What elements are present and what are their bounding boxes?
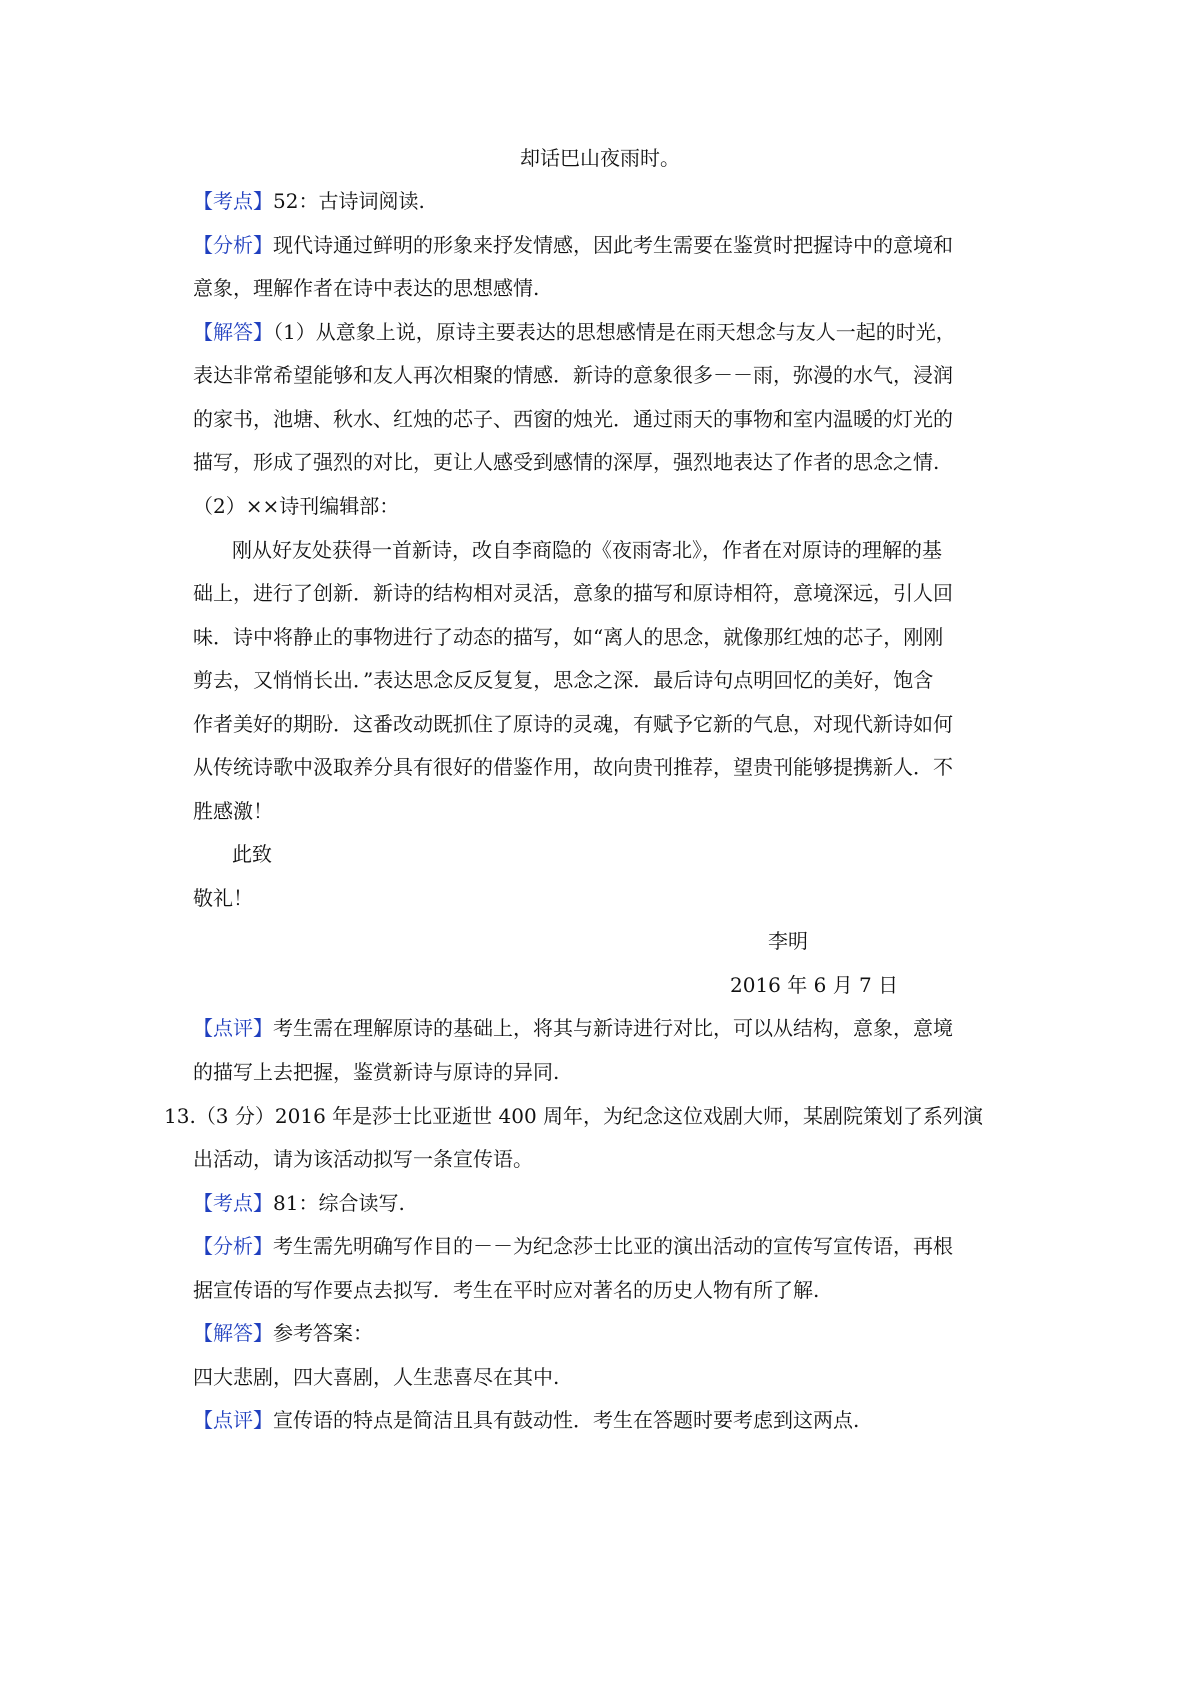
- jieda-line: 表达非常希望能够和友人再次相聚的情感．新诗的意象很多－－雨，弥漫的水气，浸润: [193, 363, 953, 387]
- letter-cizhi: 此致: [232, 842, 272, 866]
- dianping-tag: 【点评】: [193, 1408, 273, 1432]
- fenxi-line: 现代诗通过鲜明的形象来抒发情感，因此考生需要在鉴赏时把握诗中的意境和: [273, 233, 953, 257]
- letter-line: 作者美好的期盼．这番改动既抓住了原诗的灵魂，有赋予它新的气息，对现代新诗如何: [193, 712, 953, 736]
- jieda-line: （1）从意象上说，原诗主要表达的思想感情是在雨天想念与友人一起的时光，: [273, 320, 956, 344]
- fenxi-line: 据宣传语的写作要点去拟写．考生在平时应对著名的历史人物有所了解.: [193, 1278, 820, 1302]
- jieda-text: 参考答案：: [273, 1321, 373, 1345]
- question-line: （3 分）2016 年是莎士比亚逝世 400 周年，为纪念这位戏剧大师，某剧院策划了系列演: [195, 1104, 984, 1128]
- jieda-tag: 【解答】: [193, 320, 273, 344]
- q12-kaodian: [193, 191, 425, 211]
- kaodian-text: 52：古诗词阅读.: [273, 189, 425, 213]
- q13-question: [164, 1106, 983, 1126]
- q12-jieda: [193, 322, 956, 342]
- letter-line: 础上，进行了创新．新诗的结构相对灵活，意象的描写和原诗相符，意境深远，引人回: [193, 581, 953, 605]
- question-number: 13.: [164, 1104, 196, 1128]
- fenxi-tag: 【分析】: [193, 233, 273, 257]
- letter-jingli: 敬礼！: [193, 886, 253, 910]
- kaodian-tag: 【考点】: [193, 189, 273, 213]
- letter-line: 从传统诗歌中汲取养分具有很好的借鉴作用，故向贵刊推荐，望贵刊能够提携新人．不: [193, 755, 953, 779]
- fenxi-line: 考生需先明确写作目的－－为纪念莎士比亚的演出活动的宣传写宣传语，再根: [273, 1234, 953, 1258]
- question-line: 出活动，请为该活动拟写一条宣传语。: [193, 1147, 533, 1171]
- kaodian-text: 81：综合读写.: [273, 1191, 405, 1215]
- dianping-tag: 【点评】: [193, 1016, 273, 1040]
- q13-jieda: [193, 1323, 373, 1343]
- fenxi-tag: 【分析】: [193, 1234, 273, 1258]
- answer-text: 四大悲剧，四大喜剧，人生悲喜尽在其中.: [193, 1365, 560, 1389]
- kaodian-tag: 【考点】: [193, 1191, 273, 1215]
- letter-line: 刚从好友处获得一首新诗，改自李商隐的《夜雨寄北》，作者在对原诗的理解的基: [232, 538, 942, 562]
- q13-dianping: [193, 1410, 859, 1430]
- fenxi-line: 意象，理解作者在诗中表达的思想感情.: [193, 276, 540, 300]
- q12-fenxi: [193, 235, 953, 255]
- jieda-tag: 【解答】: [193, 1321, 273, 1345]
- jieda-line: 描写，形成了强烈的对比，更让人感受到感情的深厚，强烈地表达了作者的思念之情.: [193, 450, 940, 474]
- letter-line: 剪去，又悄悄长出．”表达思念反反复复，思念之深．最后诗句点明回忆的美好，饱含: [193, 668, 934, 692]
- q12-dianping: [193, 1018, 953, 1038]
- q13-fenxi: [193, 1236, 953, 1256]
- poem-tail-line: 却话巴山夜雨时。: [520, 146, 680, 170]
- letter-line: 胜感激！: [193, 799, 273, 823]
- letter-line: 味．诗中将静止的事物进行了动态的描写，如“离人的思念，就像那红烛的芯子，刚刚: [193, 625, 944, 649]
- dianping-line: 的描写上去把握，鉴赏新诗与原诗的异同.: [193, 1060, 560, 1084]
- dianping-text: 宣传语的特点是简洁且具有鼓动性．考生在答题时要考虑到这两点.: [273, 1408, 860, 1432]
- letter-signature: 李明: [768, 929, 808, 953]
- letter-date: 2016 年 6 月 7 日: [730, 973, 899, 997]
- q13-kaodian: [193, 1193, 405, 1213]
- part2-heading: （2）××诗刊编辑部：: [193, 494, 400, 518]
- dianping-line: 考生需在理解原诗的基础上，将其与新诗进行对比，可以从结构，意象，意境: [273, 1016, 953, 1040]
- jieda-line: 的家书，池塘、秋水、红烛的芯子、西窗的烛光．通过雨天的事物和室内温暖的灯光的: [193, 407, 953, 431]
